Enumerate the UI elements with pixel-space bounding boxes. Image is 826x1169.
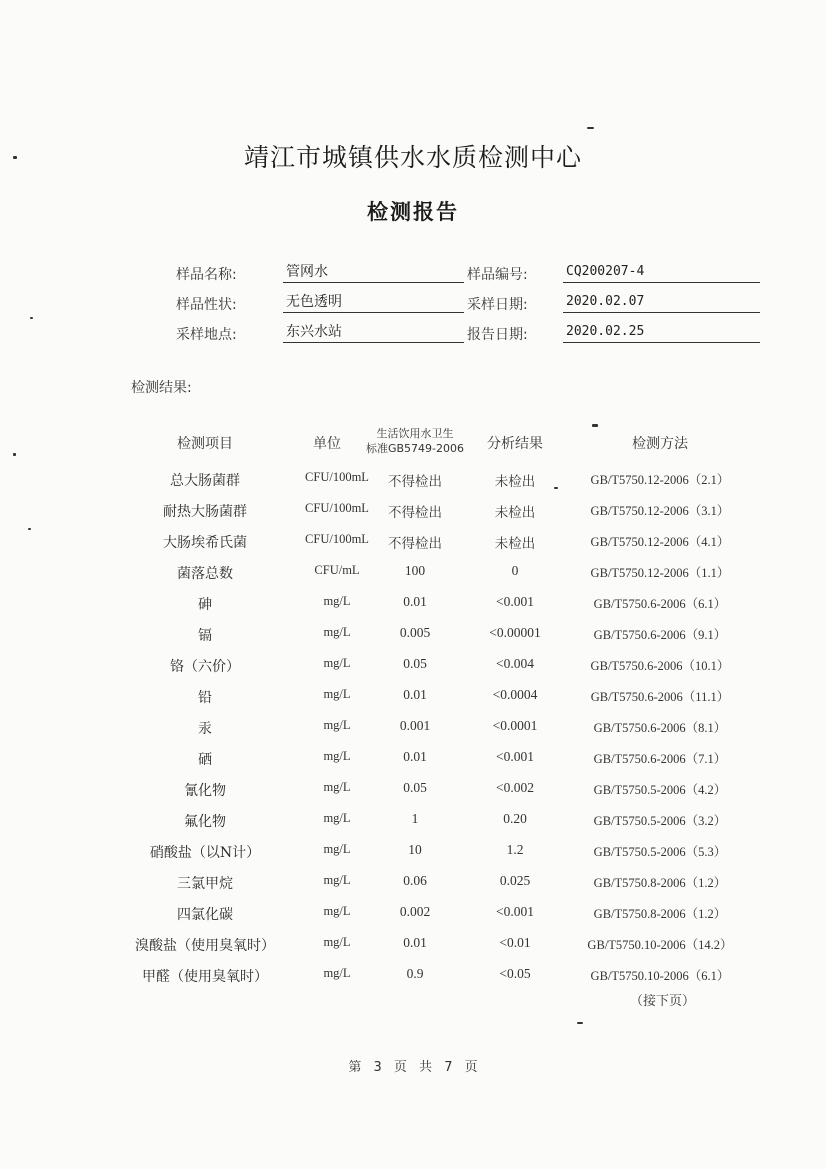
method-cell: GB/T5750.8-2006（1.2） xyxy=(593,876,727,890)
table-row xyxy=(0,563,826,591)
header-item: 检测项目 xyxy=(177,436,233,452)
standard-cell: 0.05 xyxy=(403,656,427,671)
unit-cell: mg/L xyxy=(323,687,351,701)
header-standard-line1: 生活饮用水卫生 xyxy=(376,427,454,440)
unit-cell: mg/L xyxy=(323,966,351,980)
standard-cell: 0.002 xyxy=(399,904,431,919)
unit-cell: mg/L xyxy=(323,718,351,732)
table-row xyxy=(0,532,826,560)
method-cell: GB/T5750.6-2006（10.1） xyxy=(590,659,730,673)
unit-cell: mg/L xyxy=(323,749,351,763)
sample-id-label: 样品编号: xyxy=(467,267,528,283)
item-cell: 三氯甲烷 xyxy=(177,876,233,892)
result-cell: 1.2 xyxy=(506,842,524,857)
item-cell: 砷 xyxy=(198,597,212,613)
header-standard xyxy=(360,426,470,456)
method-cell: GB/T5750.12-2006（3.1） xyxy=(590,504,730,518)
organization-title: 靖江市城镇供水水质检测中心 xyxy=(243,143,582,172)
table-row xyxy=(0,935,826,963)
table-row xyxy=(0,966,826,994)
table-row xyxy=(0,656,826,684)
sample-appearance-label: 样品性状: xyxy=(176,297,237,313)
table-row xyxy=(0,594,826,622)
unit-cell: mg/L xyxy=(323,935,351,949)
result-cell: 未检出 xyxy=(494,474,536,489)
standard-cell: 0.01 xyxy=(403,687,427,702)
table-row xyxy=(0,873,826,901)
method-cell: GB/T5750.6-2006（11.1） xyxy=(590,690,730,704)
item-cell: 氟化物 xyxy=(184,814,226,830)
standard-cell: 0.9 xyxy=(406,966,424,981)
table-row xyxy=(0,811,826,839)
method-cell: GB/T5750.6-2006（7.1） xyxy=(593,752,727,766)
scan-speck xyxy=(30,317,33,319)
unit-cell: mg/L xyxy=(323,873,351,887)
result-cell: <0.0001 xyxy=(492,718,538,733)
report-date-value: 2020.02.25 xyxy=(563,322,760,343)
result-cell: <0.001 xyxy=(496,904,534,919)
table-row xyxy=(0,904,826,932)
header-standard-line2: 标准GB5749-2006 xyxy=(365,442,465,455)
item-cell: 菌落总数 xyxy=(177,566,233,582)
standard-cell: 0.01 xyxy=(403,749,427,764)
table-row xyxy=(0,625,826,653)
result-cell: 未检出 xyxy=(494,536,536,551)
sample-name-value: 管网水 xyxy=(283,262,464,283)
result-cell: 0.20 xyxy=(503,811,527,826)
table-row xyxy=(0,749,826,777)
result-cell: <0.01 xyxy=(499,935,531,950)
method-cell: GB/T5750.12-2006（2.1） xyxy=(590,473,730,487)
sampling-location-value: 东兴水站 xyxy=(283,322,464,343)
standard-cell: 10 xyxy=(408,842,422,857)
method-cell: GB/T5750.12-2006（4.1） xyxy=(590,535,730,549)
unit-cell: mg/L xyxy=(323,842,351,856)
method-cell: GB/T5750.10-2006（14.2） xyxy=(587,938,733,952)
result-cell: <0.001 xyxy=(496,749,534,764)
unit-cell: mg/L xyxy=(323,625,351,639)
unit-cell: mg/L xyxy=(323,904,351,918)
item-cell: 耐热大肠菌群 xyxy=(163,504,247,520)
standard-cell: 0.01 xyxy=(403,594,427,609)
sample-id-value: CQ200207-4 xyxy=(563,262,760,283)
item-cell: 硒 xyxy=(198,752,212,768)
item-cell: 四氯化碳 xyxy=(177,907,233,923)
unit-cell: mg/L xyxy=(323,594,351,608)
table-row xyxy=(0,718,826,746)
item-cell: 氰化物 xyxy=(184,783,226,799)
table-row xyxy=(0,501,826,529)
result-cell: 0.025 xyxy=(499,873,531,888)
sampling-location-label: 采样地点: xyxy=(176,327,237,343)
item-cell: 硝酸盐（以N计） xyxy=(149,845,261,861)
continued-note: （接下页） xyxy=(630,994,696,1009)
scan-speck xyxy=(13,453,16,456)
standard-cell: 不得检出 xyxy=(388,474,442,489)
unit-cell: mg/L xyxy=(323,811,351,825)
method-cell: GB/T5750.6-2006（8.1） xyxy=(593,721,727,735)
table-row xyxy=(0,687,826,715)
result-cell: 0 xyxy=(511,563,519,578)
standard-cell: 100 xyxy=(404,563,426,578)
unit-cell: CFU/100mL xyxy=(305,532,369,546)
item-cell: 大肠埃希氏菌 xyxy=(163,535,247,551)
unit-cell: mg/L xyxy=(323,656,351,670)
item-cell: 汞 xyxy=(198,721,212,737)
item-cell: 溴酸盐（使用臭氧时） xyxy=(135,938,275,954)
header-method: 检测方法 xyxy=(632,436,688,452)
method-cell: GB/T5750.5-2006（4.2） xyxy=(593,783,727,797)
item-cell: 甲醛（使用臭氧时） xyxy=(142,969,268,985)
result-cell: <0.004 xyxy=(496,656,534,671)
unit-cell: mg/L xyxy=(323,780,351,794)
standard-cell: 0.01 xyxy=(403,935,427,950)
header-unit: 单位 xyxy=(313,436,341,452)
item-cell: 铬（六价） xyxy=(170,659,240,675)
table-row xyxy=(0,780,826,808)
result-cell: 未检出 xyxy=(494,505,536,520)
method-cell: GB/T5750.6-2006（9.1） xyxy=(593,628,727,642)
scan-speck xyxy=(587,127,594,129)
item-cell: 总大肠菌群 xyxy=(170,473,240,489)
standard-cell: 1 xyxy=(411,811,419,826)
method-cell: GB/T5750.10-2006（6.1） xyxy=(590,969,730,983)
standard-cell: 不得检出 xyxy=(388,536,442,551)
unit-cell: CFU/100mL xyxy=(305,501,369,515)
header-result: 分析结果 xyxy=(487,436,543,452)
result-cell: <0.00001 xyxy=(489,625,541,640)
sample-name-label: 样品名称: xyxy=(176,267,237,283)
method-cell: GB/T5750.8-2006（1.2） xyxy=(593,907,727,921)
method-cell: GB/T5750.6-2006（6.1） xyxy=(593,597,727,611)
method-cell: GB/T5750.12-2006（1.1） xyxy=(590,566,730,580)
result-cell: <0.05 xyxy=(499,966,531,981)
unit-cell: CFU/100mL xyxy=(305,470,369,484)
result-cell: <0.002 xyxy=(496,780,534,795)
standard-cell: 0.005 xyxy=(399,625,431,640)
page-footer: 第 3 页 共 7 页 xyxy=(348,1060,478,1075)
table-row xyxy=(0,842,826,870)
report-title: 检测报告 xyxy=(367,200,459,224)
standard-cell: 0.05 xyxy=(403,780,427,795)
standard-cell: 0.001 xyxy=(399,718,431,733)
sampling-date-label: 采样日期: xyxy=(467,297,528,313)
scan-speck xyxy=(577,1022,583,1024)
sampling-date-value: 2020.02.07 xyxy=(563,292,760,313)
table-row xyxy=(0,470,826,498)
result-cell: <0.0004 xyxy=(492,687,538,702)
method-cell: GB/T5750.5-2006（5.3） xyxy=(593,845,727,859)
results-label: 检测结果: xyxy=(131,380,192,396)
unit-cell: CFU/mL xyxy=(314,563,360,577)
scan-speck xyxy=(592,424,598,427)
standard-cell: 不得检出 xyxy=(388,505,442,520)
item-cell: 镉 xyxy=(198,628,212,644)
item-cell: 铅 xyxy=(198,690,212,706)
report-date-label: 报告日期: xyxy=(467,327,528,343)
result-cell: <0.001 xyxy=(496,594,534,609)
standard-cell: 0.06 xyxy=(403,873,427,888)
method-cell: GB/T5750.5-2006（3.2） xyxy=(593,814,727,828)
sample-appearance-value: 无色透明 xyxy=(283,292,464,313)
